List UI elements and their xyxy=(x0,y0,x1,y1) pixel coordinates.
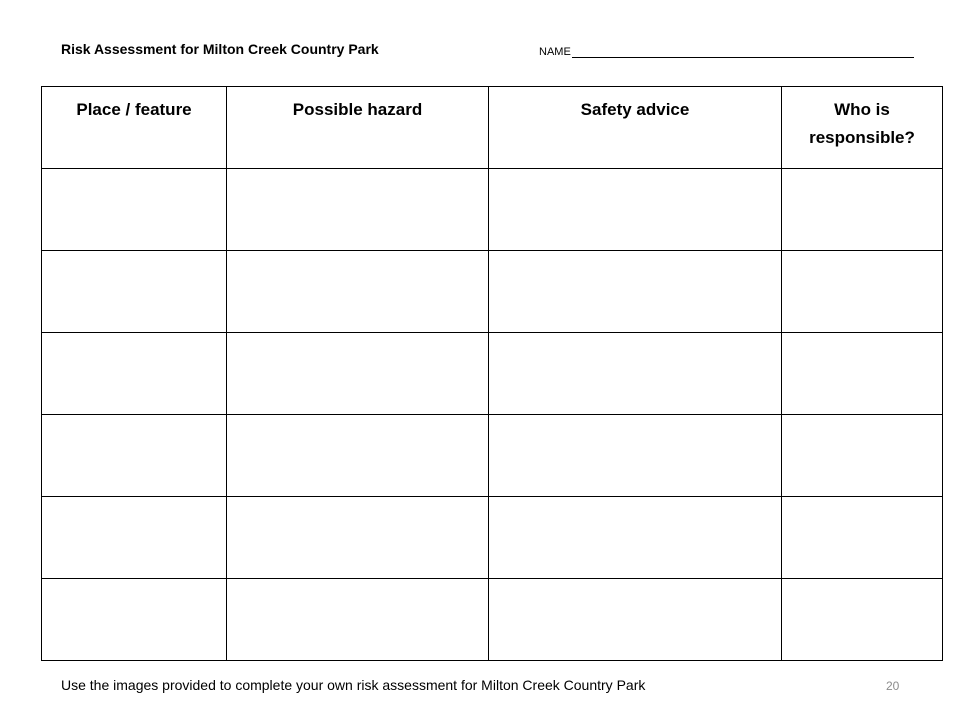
table-cell[interactable] xyxy=(227,497,489,579)
table-cell[interactable] xyxy=(227,415,489,497)
table-cell[interactable] xyxy=(42,415,227,497)
page-number: 20 xyxy=(886,679,900,693)
table-cell[interactable] xyxy=(42,251,227,333)
table-cell[interactable] xyxy=(782,333,943,415)
table-cell[interactable] xyxy=(227,251,489,333)
table-cell[interactable] xyxy=(489,251,782,333)
footer-instruction: Use the images provided to complete your own risk assessment for Milton Creek Country Park xyxy=(61,677,646,693)
column-header-place-feature: Place / feature xyxy=(42,87,227,169)
table-row xyxy=(42,579,943,661)
name-input-line[interactable] xyxy=(572,44,914,58)
table-row xyxy=(42,251,943,333)
table-cell[interactable] xyxy=(489,497,782,579)
table-row xyxy=(42,497,943,579)
table-row xyxy=(42,333,943,415)
table-cell[interactable] xyxy=(227,169,489,251)
table-cell[interactable] xyxy=(489,169,782,251)
table-cell[interactable] xyxy=(782,169,943,251)
column-header-who-is-responsible: Who is responsible? xyxy=(782,87,943,169)
table-cell[interactable] xyxy=(42,579,227,661)
column-header-possible-hazard: Possible hazard xyxy=(227,87,489,169)
table-cell[interactable] xyxy=(782,497,943,579)
table-row xyxy=(42,415,943,497)
name-field xyxy=(539,44,914,58)
table-header-row xyxy=(42,87,943,169)
table-cell[interactable] xyxy=(227,333,489,415)
table-cell[interactable] xyxy=(782,251,943,333)
table-cell[interactable] xyxy=(782,579,943,661)
page-title: Risk Assessment for Milton Creek Country Park xyxy=(61,41,379,57)
table-cell[interactable] xyxy=(489,333,782,415)
table-cell[interactable] xyxy=(42,169,227,251)
column-header-safety-advice: Safety advice xyxy=(489,87,782,169)
table-cell[interactable] xyxy=(489,579,782,661)
table-cell[interactable] xyxy=(227,579,489,661)
table-cell[interactable] xyxy=(782,415,943,497)
table-cell[interactable] xyxy=(489,415,782,497)
table-row xyxy=(42,169,943,251)
table-cell[interactable] xyxy=(42,333,227,415)
table-cell[interactable] xyxy=(42,497,227,579)
risk-assessment-table xyxy=(41,86,943,661)
name-label: NAME xyxy=(539,46,571,58)
